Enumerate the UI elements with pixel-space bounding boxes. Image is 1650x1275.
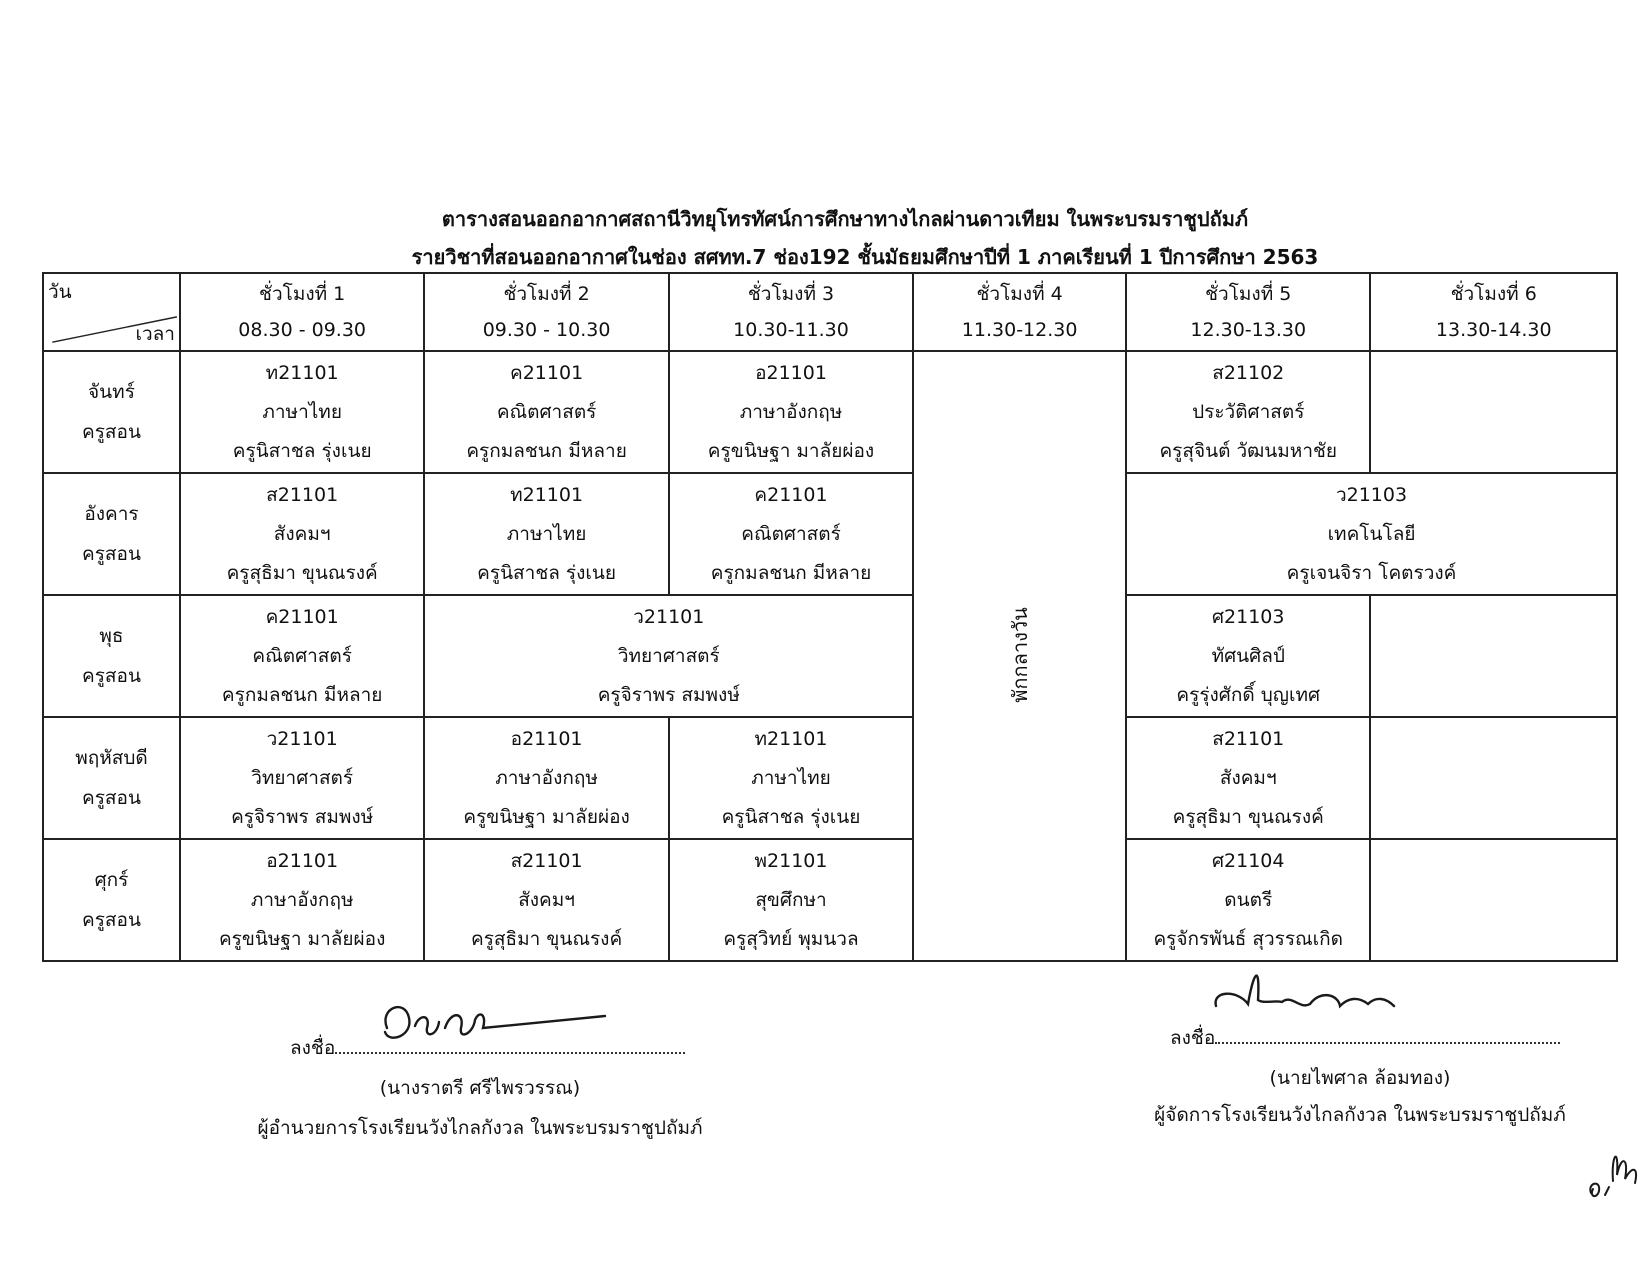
class-cell-double	[424, 595, 913, 717]
subject-name: สุขศึกษา	[755, 888, 827, 911]
period-header-5	[1126, 273, 1370, 351]
subject-name: คณิตศาสตร์	[496, 400, 597, 423]
period-time: 08.30 - 09.30	[238, 319, 367, 341]
class-cell	[1126, 351, 1370, 473]
class-cell	[180, 473, 424, 595]
subject-name: ภาษาไทย	[262, 400, 342, 423]
subject-name: ภาษาไทย	[751, 766, 831, 789]
empty-cell	[1370, 595, 1617, 717]
period-header-6	[1370, 273, 1617, 351]
day-name: อังคาร	[84, 503, 139, 525]
sign-line-right	[1170, 1023, 1560, 1053]
subject-name: ประวัติศาสตร์	[1192, 400, 1305, 423]
class-cell	[424, 839, 668, 961]
subject-name: เทคโนโลยี	[1327, 522, 1416, 545]
period-name: ชั่วโมงที่ 6	[1450, 283, 1537, 305]
teacher-name: ครูจักรพันธ์ สุวรรณเกิด	[1153, 927, 1344, 950]
teacher-name: ครูสุจินต์ วัฒนมหาชัย	[1159, 439, 1338, 462]
signer-position-right: ผู้จัดการโรงเรียนวังไกลกังวล ในพระบรมราชูปถัมภ์	[1154, 1104, 1566, 1126]
teacher-label: ครูสอน	[82, 421, 141, 443]
period-name: ชั่วโมงที่ 3	[747, 283, 835, 305]
subject-name: คณิตศาสตร์	[252, 644, 352, 667]
period-time: 13.30-14.30	[1435, 319, 1552, 341]
class-cell	[1126, 595, 1370, 717]
day-row-friday	[43, 839, 1617, 961]
class-cell-double	[1126, 473, 1617, 595]
class-cell	[669, 351, 913, 473]
subject-name: ภาษาอังกฤษ	[739, 400, 843, 423]
class-cell	[424, 473, 668, 595]
teacher-name: ครูกมลชนก มีหลาย	[221, 683, 383, 706]
class-cell	[669, 839, 913, 961]
subject-name: ทัศนศิลป์	[1211, 644, 1285, 667]
period-name: ชั่วโมงที่ 2	[503, 283, 590, 305]
dotted-line	[1215, 1038, 1560, 1044]
corner-cell	[43, 273, 180, 351]
subject-name: สังคมฯ	[273, 522, 331, 545]
class-cell	[180, 351, 424, 473]
class-cell	[669, 473, 913, 595]
day-row-tuesday	[43, 473, 1617, 595]
class-cell	[180, 839, 424, 961]
sign-line-left	[290, 1033, 685, 1063]
day-row-thursday	[43, 717, 1617, 839]
signer-position-left: ผู้อำนวยการโรงเรียนวังไกลกังวล ในพระบรมราชูปถัมภ์	[257, 1117, 703, 1139]
initials-mark	[1585, 1135, 1645, 1205]
teacher-name: ครูกมลชนก มีหลาย	[710, 561, 872, 584]
subject-code: อ21101	[266, 849, 339, 872]
period-header-4	[913, 273, 1126, 351]
subject-name: คณิตศาสตร์	[741, 522, 841, 545]
period-header-1	[180, 273, 424, 351]
class-cell	[1126, 839, 1370, 961]
teacher-name: ครูสุธิมา ขุนณรงค์	[471, 927, 623, 950]
empty-cell	[1370, 839, 1617, 961]
subject-name: ภาษาไทย	[506, 522, 587, 545]
subject-name: ภาษาอังกฤษ	[250, 888, 354, 911]
sign-label: ลงชื่อ	[290, 1037, 336, 1059]
day-name: พฤหัสบดี	[75, 747, 148, 769]
teacher-label: ครูสอน	[82, 665, 141, 687]
subject-name: ดนตรี	[1224, 888, 1273, 911]
period-time: 12.30-13.30	[1190, 319, 1307, 341]
teacher-label: ครูสอน	[82, 909, 141, 931]
subject-code: ศ21104	[1211, 849, 1285, 872]
day-cell	[43, 717, 180, 839]
day-name: ศุกร์	[94, 869, 129, 891]
subject-code: ค21101	[510, 361, 584, 384]
header-row	[43, 273, 1617, 351]
signer-name-left: (นางราตรี ศรีไพรวรรณ)	[379, 1077, 581, 1099]
time-axis-label: เวลา	[135, 323, 175, 345]
subject-code: ท21101	[265, 361, 339, 384]
period-header-2	[424, 273, 668, 351]
empty-cell	[1370, 717, 1617, 839]
document-title: ตารางสอนออกอากาศสถานีวิทยุโทรทัศน์การศึกษาทางไกลผ่านดาวเทียม ในพระบรมราชูปถัมภ์	[441, 207, 1249, 231]
teacher-name: ครูขนิษฐา มาลัยผ่อง	[218, 927, 386, 950]
schedule-table	[42, 272, 1618, 962]
subject-code: ค21101	[265, 605, 339, 628]
dotted-line	[335, 1048, 685, 1054]
class-cell	[180, 595, 424, 717]
subject-code: ส21101	[1212, 727, 1285, 750]
subject-code: ศ21103	[1211, 605, 1285, 628]
signer-name-right: (นายไพศาล ล้อมทอง)	[1269, 1067, 1451, 1089]
day-cell	[43, 473, 180, 595]
day-cell	[43, 351, 180, 473]
teacher-name: ครูเจนจิรา โคตรวงค์	[1286, 561, 1457, 584]
subject-code: ว21101	[633, 605, 705, 628]
subject-code: ท21101	[754, 727, 828, 750]
teacher-label: ครูสอน	[82, 787, 141, 809]
teacher-name: ครูสุธิมา ขุนณรงค์	[226, 561, 378, 584]
sign-label: ลงชื่อ	[1170, 1027, 1216, 1049]
teacher-name: ครูรุ่งศักดิ์ บุญเทศ	[1176, 683, 1321, 706]
day-axis-label: วัน	[48, 281, 72, 303]
subject-name: ภาษาอังกฤษ	[495, 766, 598, 789]
subject-code: พ21101	[754, 849, 828, 872]
period-name: ชั่วโมงที่ 5	[1205, 283, 1292, 305]
subject-code: ส21101	[266, 483, 339, 506]
class-cell	[180, 717, 424, 839]
day-cell	[43, 839, 180, 961]
teacher-name: ครูนิสาชล รุ่งเนย	[721, 805, 861, 828]
teacher-name: ครูนิสาชล รุ่งเนย	[477, 561, 617, 584]
subject-code: อ21101	[510, 727, 583, 750]
document-subtitle: รายวิชาที่สอนออกอากาศในช่อง สศทท.7 ช่อง192 ชั้นมัธยมศึกษาปีที่ 1 ภาคเรียนที่ 1 ปีการศึกษา 2563	[411, 245, 1319, 269]
teacher-name: ครูนิสาชล รุ่งเนย	[232, 439, 372, 462]
period-time: 10.30-11.30	[733, 319, 849, 341]
class-cell	[424, 351, 668, 473]
subject-code: ว21101	[266, 727, 338, 750]
day-name: จันทร์	[88, 381, 135, 403]
class-cell	[669, 717, 913, 839]
lunch-break-label: พักกลางวัน	[1007, 606, 1032, 703]
day-name: พุธ	[99, 625, 124, 647]
teacher-name: ครูขนิษฐา มาลัยผ่อง	[463, 805, 630, 828]
teacher-label: ครูสอน	[82, 543, 141, 565]
period-name: ชั่วโมงที่ 4	[976, 283, 1063, 305]
subject-code: อ21101	[755, 361, 827, 384]
teacher-name: ครูสุธิมา ขุนณรงค์	[1172, 805, 1324, 828]
teacher-name: ครูจิราพร สมพงษ์	[597, 683, 740, 706]
class-cell	[424, 717, 668, 839]
period-name: ชั่วโมงที่ 1	[259, 283, 346, 305]
empty-cell	[1370, 351, 1617, 473]
day-row-monday	[43, 351, 1617, 473]
period-time: 11.30-12.30	[961, 319, 1078, 341]
subject-code: ส21102	[1212, 361, 1285, 384]
day-row-wednesday	[43, 595, 1617, 717]
period-time: 09.30 - 10.30	[482, 319, 611, 341]
subject-name: วิทยาศาสตร์	[251, 766, 354, 789]
subject-name: สังคมฯ	[1219, 766, 1277, 789]
subject-code: ว21103	[1335, 483, 1408, 506]
lunch-break-cell	[913, 351, 1126, 961]
class-cell	[1126, 717, 1370, 839]
teacher-name: ครูขนิษฐา มาลัยผ่อง	[707, 439, 875, 462]
teacher-name: ครูสุวิทย์ พุมนวล	[723, 927, 859, 950]
teacher-name: ครูกมลชนก มีหลาย	[466, 439, 627, 462]
subject-code: ท21101	[510, 483, 584, 506]
signature-image-right	[1208, 960, 1468, 1030]
subject-name: สังคมฯ	[518, 888, 575, 911]
period-header-3	[669, 273, 913, 351]
subject-code: ค21101	[754, 483, 828, 506]
subject-code: ส21101	[510, 849, 583, 872]
teacher-name: ครูจิราพร สมพงษ์	[231, 805, 374, 828]
subject-name: วิทยาศาสตร์	[617, 644, 720, 667]
day-cell	[43, 595, 180, 717]
